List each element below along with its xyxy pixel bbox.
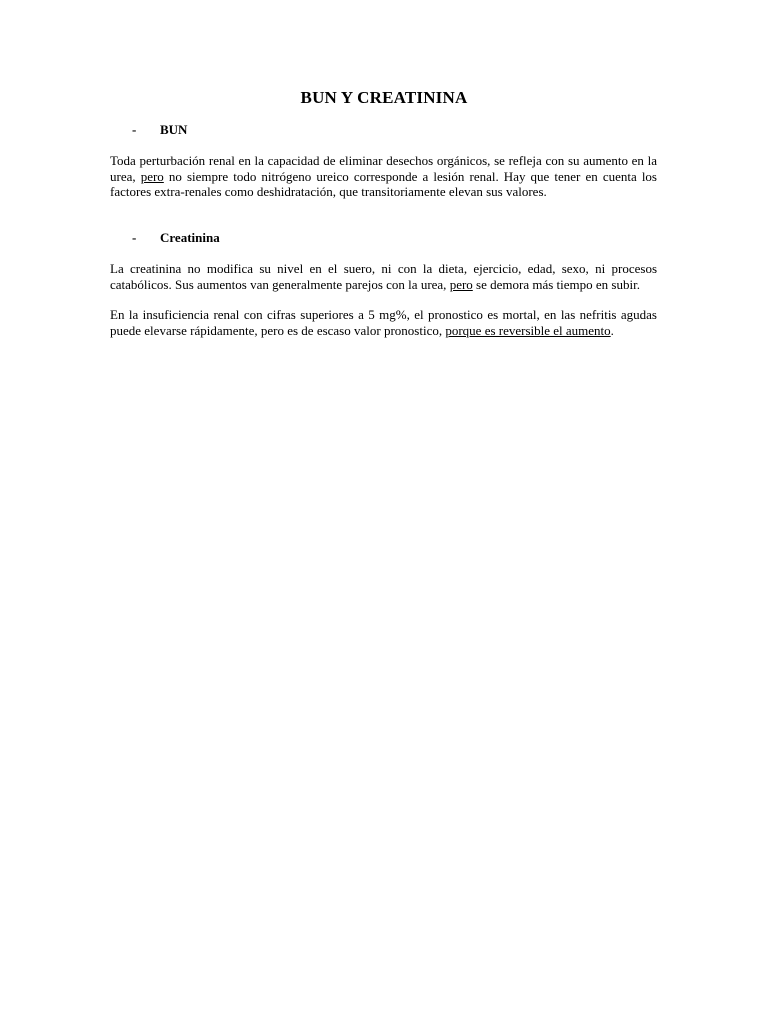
underlined-word: pero [140, 168, 164, 184]
paragraph-creatinina-2 [110, 307, 657, 338]
underlined-phrase: porque es reversible el aumento [445, 322, 611, 338]
document-title: BUN Y CREATININA [300, 88, 468, 107]
paragraph-bun [110, 153, 657, 200]
bullet-dash: - [132, 230, 137, 245]
paragraph-creatinina-1 [110, 261, 657, 292]
section-title: BUN [160, 122, 188, 137]
bullet-dash: - [132, 122, 137, 137]
paragraph-text: Toda perturbación renal en la capacidad de eliminar desechos orgánicos, se refleja con su aumento en la urea, [110, 153, 657, 184]
underlined-word: pero [449, 276, 473, 292]
paragraph-text: En la insuficiencia renal con cifras superiores a 5 mg%, el pronostico es mortal, en las nefritis agudas puede elevarse rápidamente, pero es de escaso valor pronostico, [110, 307, 657, 338]
paragraph-text: La creatinina no modifica su nivel en el suero, ni con la dieta, ejercicio, edad, sexo, ni procesos catabólicos. Sus aumentos van generalmente parejos con la urea, [110, 261, 657, 292]
section-title: Creatinina [160, 230, 220, 245]
paragraph-text: no siempre todo nitrógeno ureico corresponde a lesión renal. Hay que tener en cuenta los factores extra-renales como deshidratación, que transitoriamente elevan sus valores. [110, 168, 657, 199]
paragraph-text: se demora más tiempo en subir. [472, 276, 640, 292]
paragraph-text: . [610, 322, 614, 338]
